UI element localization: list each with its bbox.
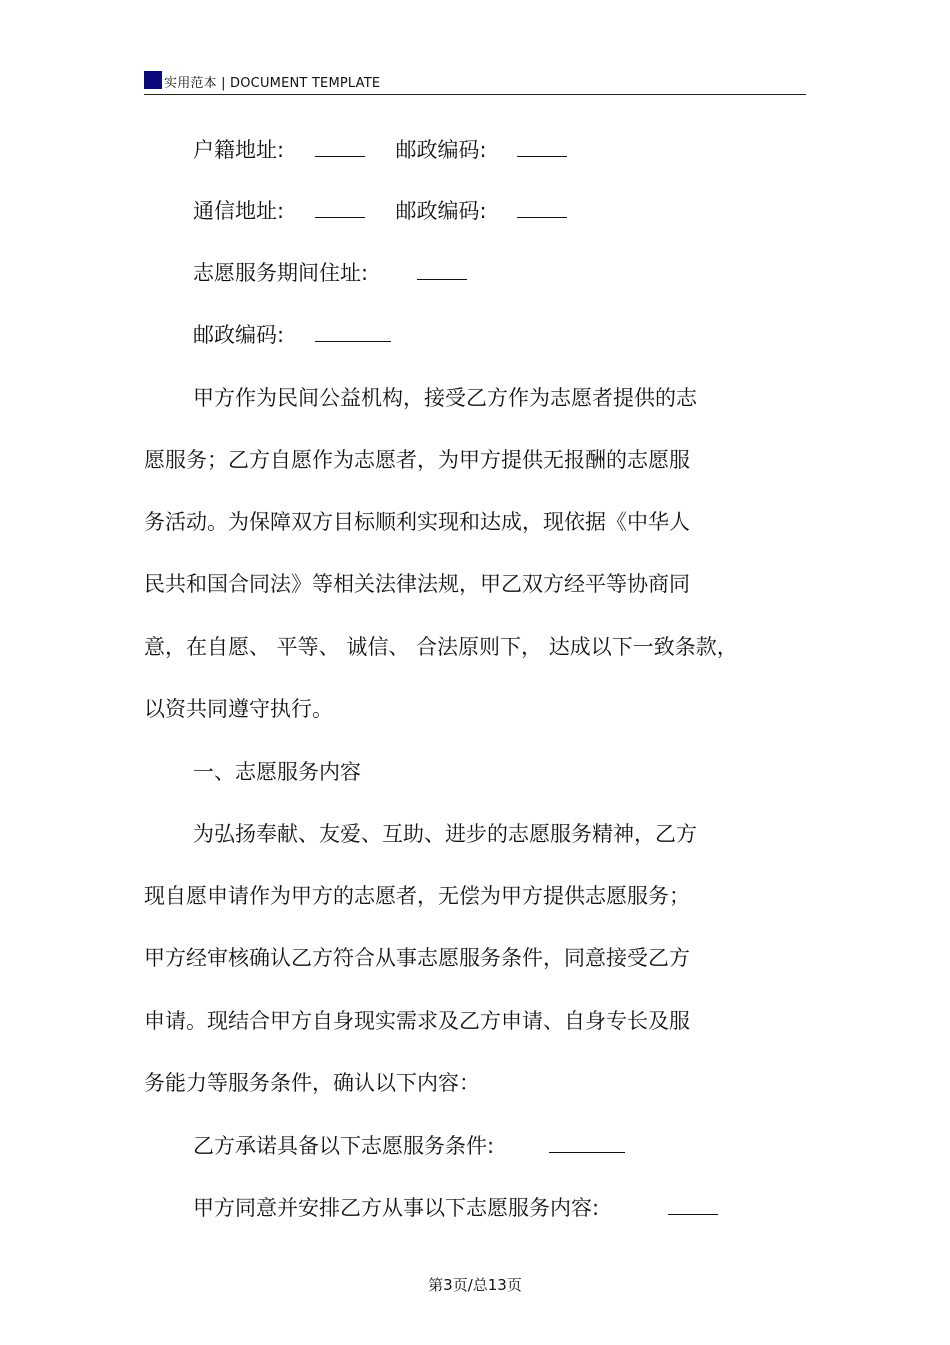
zhuzhi-blank[interactable] xyxy=(417,259,467,280)
section-body-line: 申请。现结合甲方自身现实需求及乙方申请、自身专长及服 xyxy=(144,1009,690,1033)
tongxin-row xyxy=(193,197,567,225)
section-body-line: 务能力等服务条件，确认以下内容： xyxy=(144,1071,480,1095)
huji-postal-label: 邮政编码: xyxy=(395,138,487,162)
huji-blank[interactable] xyxy=(315,136,365,157)
intro-line: 务活动。为保障双方目标顺利实现和达成，现依据《中华人 xyxy=(144,510,690,534)
zhuzhi-postal-label: 邮政编码: xyxy=(193,323,285,347)
section-body-line: 甲方经审核确认乙方符合从事志愿服务条件，同意接受乙方 xyxy=(144,946,690,970)
intro-line: 以资共同遵守执行。 xyxy=(144,697,333,721)
huji-postal-blank[interactable] xyxy=(517,136,567,157)
section-heading: 一、志愿服务内容 xyxy=(193,760,361,784)
zhuzhi-postal-row xyxy=(193,321,391,349)
content-label: 甲方同意并安排乙方从事以下志愿服务内容: xyxy=(193,1196,600,1220)
intro-line: 甲方作为民间公益机构，接受乙方作为志愿者提供的志 xyxy=(193,386,697,410)
tongxin-postal-blank[interactable] xyxy=(517,197,567,218)
intro-line: 愿服务；乙方自愿作为志愿者，为甲方提供无报酬的志愿服 xyxy=(144,448,690,472)
page-header xyxy=(144,70,806,95)
intro-line: 民共和国合同法》等相关法律法规，甲乙双方经平等协商同 xyxy=(144,572,690,596)
zhuzhi-label: 志愿服务期间住址: xyxy=(193,261,369,285)
condition-blank[interactable] xyxy=(549,1132,625,1153)
section-body-line: 现自愿申请作为甲方的志愿者，无偿为甲方提供志愿服务； xyxy=(144,884,690,908)
zhuzhi-row xyxy=(193,259,467,287)
condition-row xyxy=(193,1132,625,1160)
condition-label: 乙方承诺具备以下志愿服务条件: xyxy=(193,1134,495,1158)
huji-row xyxy=(193,136,567,164)
logo-square-icon xyxy=(144,71,162,89)
tongxin-label: 通信地址: xyxy=(193,199,285,223)
content-row xyxy=(193,1194,718,1222)
intro-line: 意，在自愿、 平等、 诚信、 合法原则下， 达成以下一致条款， xyxy=(144,635,738,659)
tongxin-postal-label: 邮政编码: xyxy=(395,199,487,223)
tongxin-blank[interactable] xyxy=(315,197,365,218)
zhuzhi-postal-blank[interactable] xyxy=(315,321,391,342)
header-title: 实用范本 | DOCUMENT TEMPLATE xyxy=(164,76,381,91)
section-body-line: 为弘扬奉献、友爱、互助、进步的志愿服务精神，乙方 xyxy=(193,822,697,846)
huji-label: 户籍地址: xyxy=(193,138,285,162)
content-blank[interactable] xyxy=(668,1194,718,1215)
page-number: 第3页/总13页 xyxy=(428,1276,522,1294)
